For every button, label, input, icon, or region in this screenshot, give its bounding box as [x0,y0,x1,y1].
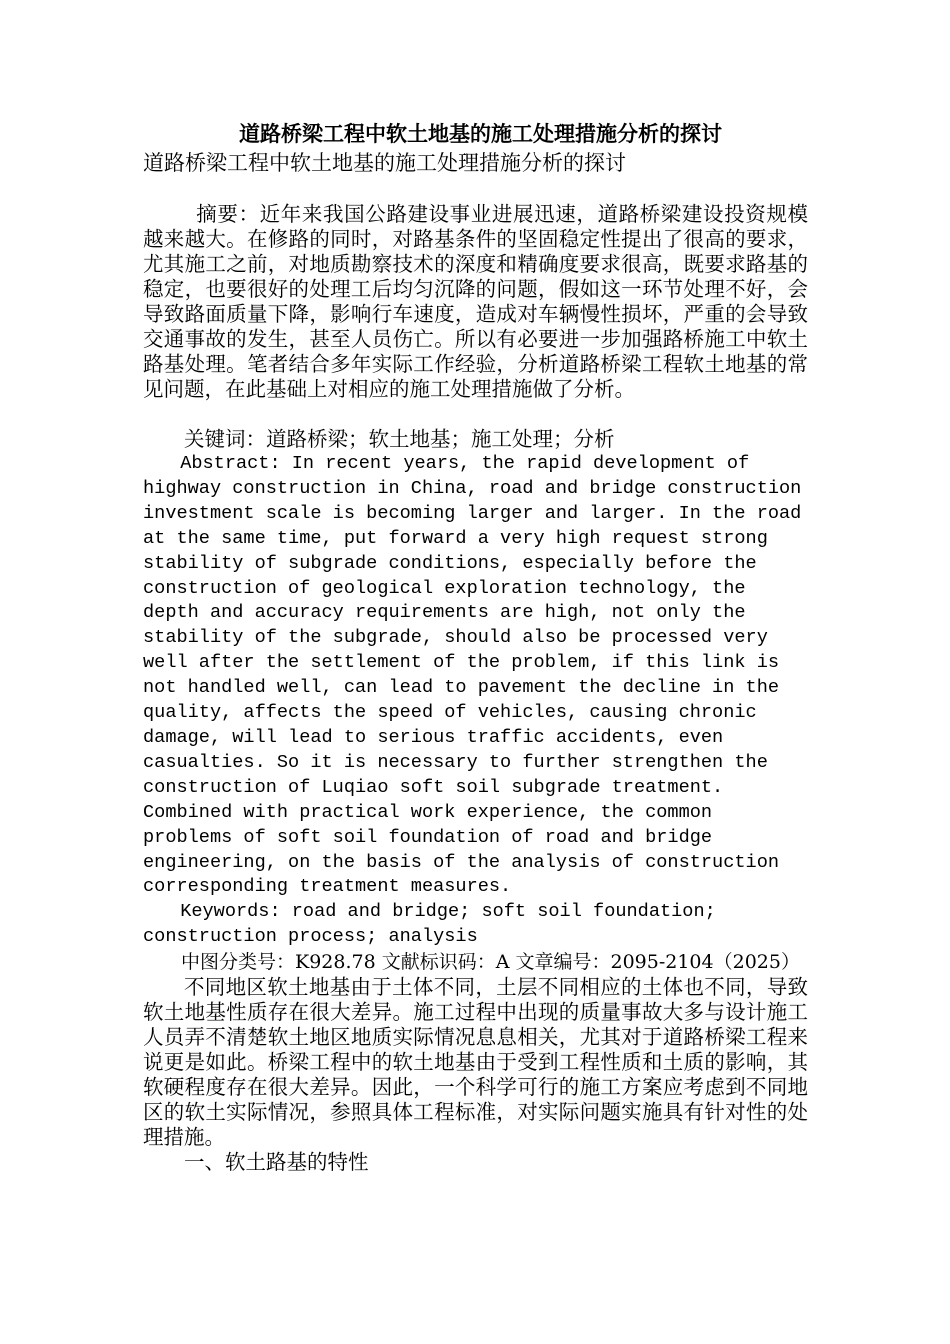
section-heading: 一、软土路基的特性 [184,1150,369,1175]
keywords-zh: 关键词：道路桥梁；软土地基；施工处理；分析 [184,427,615,451]
document-title: 道路桥梁工程中软土地基的施工处理措施分析的探讨 [239,121,722,146]
abstract-en: Abstract: In recent years, the rapid development of highway construction in China, road and bridge construction investment scale is becoming larger and larger. In the road at the same time, put forward a very high request strong stability of subgrade conditions, especially before the construction of geological exploration technology, the depth and accuracy requirements are high, not only the stability of the subgrade, should also be processed very well after the settlement of the problem, if this link is not handled well, can lead to pavement the decline in the quality, affects the speed of vehicles, causing chronic damage, will lead to serious traffic accidents, even casualties. So it is necessary to further strengthen the construction of Luqiao soft soil subgrade treatment. Combined with practical work experience, the common problems of soft soil foundation of road and bridge engineering, on the basis of the analysis of construction corresponding treatment measures. [143,453,802,898]
keywords-en: Keywords: road and bridge; soft soil foundation; construction process; analysis [143,901,716,948]
document-page [143,118,808,1175]
document-subtitle: 道路桥梁工程中软土地基的施工处理措施分析的探讨 [143,151,626,175]
abstract-zh: 摘要：近年来我国公路建设事业进展迅速，道路桥梁建设投资规模越来越大。在修路的同时，对路基条件的坚固稳定性提出了很高的要求，尤其施工之前，对地质勘察技术的深度和精确度要求很高，既要求路基的稳定，也要很好的处理工后均匀沉降的问题，假如这一环节处理不好，会导致路面质量下降，影响行车速度，造成对车辆慢性损坏，严重的会导致交通事故的发生，甚至人员伤亡。所以有必要进一步加强路桥施工中软土路基处理。笔者结合多年实际工作经验，分析道路桥梁工程软土地基的常见问题，在此基础上对相应的施工处理措施做了分析。 [143,202,808,401]
classification-line: 中图分类号：K928.78 文献标识码：A 文章编号：2095-2104（2025） [181,951,800,974]
body-paragraph: 不同地区软土地基由于土体不同，土层不同相应的土体也不同，导致软土地基性质存在很大差异。施工过程中出现的质量事故大多与设计施工人员弄不清楚软土地区地质实际情况息息相关，尤其对于道路桥梁工程来说更是如此。桥梁工程中的软土地基由于受到工程性质和土质的影响，其软硬程度存在很大差异。因此，一个科学可行的施工方案应考虑到不同地区的软土实际情况，参照具体工程标准，对实际问题实施具有针对性的处理措施。 [143,975,808,1150]
paragraph-gap [143,402,808,427]
